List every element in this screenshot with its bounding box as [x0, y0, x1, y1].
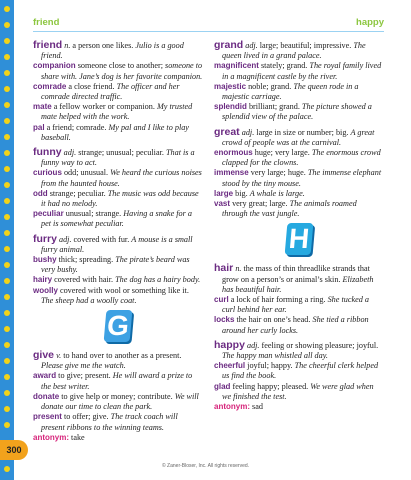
definition: a person one likes. [72, 41, 134, 50]
entry-great [214, 127, 384, 220]
synonym-word: mate [33, 102, 52, 112]
synonym-example: She tucked a curl behind her ear. [222, 295, 369, 315]
headword: hair [214, 262, 234, 275]
dot-icon [4, 86, 10, 92]
subentry [214, 315, 384, 335]
synonym-example: My trusted mate helped with the work. [41, 102, 193, 122]
synonym-definition: a close friend. [68, 81, 115, 91]
headword: funny [33, 146, 62, 159]
dot-icon [4, 134, 10, 140]
synonym-definition: brilliant; grand. [248, 102, 300, 112]
part-of-speech: adj. [245, 41, 258, 50]
synonym-word: comrade [33, 81, 67, 91]
synonym-example: The music was odd because it had no melody. [41, 188, 199, 209]
copyright-notice: © Zaner-Bloser, Inc. All rights reserved. [161, 463, 250, 469]
dot-icon [4, 54, 10, 60]
synonym-word: magnificent [214, 61, 259, 71]
entry-funny [33, 147, 203, 230]
synonym-definition: to give help or money; contribute. [61, 391, 173, 401]
synonym-example: He will award a prize to the best writer. [41, 371, 193, 391]
part-of-speech: n. [235, 264, 242, 274]
definition: the mass of thin threadlike strands that grow on a person’s or animal’s skin. [222, 264, 370, 284]
dot-icon [4, 38, 10, 44]
synonym-definition: to give; present. [58, 371, 111, 381]
synonym-example: A whale is large. [249, 188, 305, 198]
antonym-word: sad [252, 402, 263, 412]
definition: feeling or showing pleasure; joyful. [261, 340, 379, 350]
synonym-example: The immense elephant stood by the tiny mouse. [222, 168, 382, 188]
dot-icon [4, 70, 10, 76]
headword: happy [214, 338, 245, 351]
page-number: 300 [0, 440, 28, 460]
definition: covered with fur. [73, 234, 130, 244]
right-column [214, 40, 384, 416]
subentry [214, 148, 384, 168]
synonym-definition: unusual; strange. [65, 209, 122, 219]
guide-divider [33, 31, 384, 32]
synonym-word: locks [214, 315, 235, 325]
synonym-example: Having a snake for a pet is somewhat peculiar. [41, 209, 192, 229]
example: Julio is a good friend. [41, 41, 184, 61]
dot-icon [4, 102, 10, 108]
entry-happy [214, 340, 384, 412]
dot-icon [4, 214, 10, 220]
part-of-speech: adj. [63, 148, 77, 158]
subentry [33, 209, 203, 229]
synonym-example: The sheep had a woolly coat. [41, 295, 137, 305]
subentry [214, 199, 384, 219]
synonym-word: bushy [33, 255, 57, 265]
subentry [33, 412, 203, 432]
synonym-example: The queen rode in a majestic carriage. [222, 81, 359, 102]
guide-word-left: friend [33, 17, 60, 28]
dot-icon [4, 294, 10, 300]
dot-icon [4, 358, 10, 364]
synonym-example: We heard the curious noises from the haunted house. [41, 168, 202, 188]
letter-g-badge: G [104, 310, 133, 342]
synonym-definition: a fellow worker or companion. [53, 102, 155, 112]
headword: great [214, 125, 240, 138]
synonym-example: The picture showed a splendid view of the palace. [222, 102, 372, 122]
synonym-word: curl [214, 295, 229, 305]
synonym-definition: big. [235, 188, 248, 198]
entry-furry [33, 234, 203, 306]
synonym-definition: very great; large. [232, 199, 288, 209]
subentry [214, 61, 384, 81]
headword: friend [33, 39, 63, 51]
synonym-definition: odd; unusual. [63, 168, 109, 178]
synonym-word: vast [214, 199, 231, 209]
synonym-word: companion [33, 61, 76, 71]
synonym-word: enormous [214, 148, 253, 158]
synonym-definition: feeling happy; pleased. [232, 381, 309, 391]
synonym-definition: covered with wool or something like it. [59, 285, 189, 295]
definition: strange; unusual; peculiar. [78, 148, 164, 158]
dot-icon [4, 150, 10, 156]
definition: large in size or number; big. [256, 127, 349, 137]
dot-icon [4, 406, 10, 412]
subentry [33, 275, 203, 285]
synonym-definition: noble; grand. [248, 81, 292, 91]
synonym-word: woolly [33, 285, 58, 295]
subentry [214, 189, 384, 199]
example: The happy man whistled all day. [222, 351, 328, 361]
synonym-word: award [33, 371, 57, 381]
entry-friend [33, 40, 203, 143]
dot-icon [4, 182, 10, 188]
synonym-example: The royal family lived in a magnificent castle by the river. [222, 61, 382, 81]
dot-icon [4, 390, 10, 396]
synonym-definition: thick; spreading. [58, 255, 114, 265]
synonym-definition: huge; very large. [254, 148, 310, 158]
synonym-word: odd [33, 188, 48, 198]
dot-icon [4, 166, 10, 172]
guide-words [33, 17, 384, 29]
synonym-word: immense [214, 168, 249, 178]
subentry [33, 102, 203, 122]
subentry [33, 189, 203, 209]
headword: grand [214, 39, 244, 51]
antonym-label: antonym: [33, 432, 69, 442]
subentry [214, 361, 384, 381]
synonym-example: My pal and I like to play baseball. [41, 122, 189, 142]
part-of-speech: adj. [246, 340, 260, 350]
synonym-word: donate [33, 391, 60, 401]
antonym-line [214, 402, 384, 412]
synonym-definition: strange; peculiar. [49, 188, 106, 198]
synonym-example: The enormous crowd clapped for the clowns. [222, 148, 381, 168]
dot-icon [4, 326, 10, 332]
example: The queen lived in a grand palace. [222, 41, 366, 61]
synonym-example: The animals roamed through the vast jungle. [222, 199, 357, 219]
dot-icon [4, 374, 10, 380]
example: Elizabeth has beautiful hair. [222, 274, 374, 294]
definition: to hand over to another as a present. [63, 351, 182, 361]
synonym-example: She tied a ribbon around her curly locks. [222, 315, 369, 335]
subentry [33, 123, 203, 143]
headword: furry [33, 232, 57, 245]
synonym-word: peculiar [33, 209, 64, 219]
synonym-definition: covered with hair. [54, 275, 114, 285]
guide-word-right: happy [356, 17, 384, 28]
dot-icon [4, 246, 10, 252]
dot-icon [4, 118, 10, 124]
synonym-word: hairy [33, 275, 53, 285]
synonym-example: The officer and her comrade directed traffic. [41, 81, 180, 102]
synonym-word: cheerful [214, 361, 246, 371]
subentry [214, 168, 384, 188]
dot-icon [4, 22, 10, 28]
dot-icon [4, 310, 10, 316]
example: A great crowd of people was at the carnival. [222, 127, 375, 147]
synonym-definition: the hair on one’s head. [236, 315, 311, 325]
subentry [214, 82, 384, 102]
synonym-example: someone to share with. Jane’s dog is her favorite companion. [41, 61, 203, 81]
subentry [214, 295, 384, 315]
subentry [33, 286, 203, 306]
headword: give [33, 349, 55, 362]
dot-icon [4, 262, 10, 268]
synonym-word: present [33, 412, 62, 422]
synonym-example: We were glad when we finished the test. [222, 381, 374, 401]
part-of-speech: adj. [58, 234, 72, 244]
synonym-definition: very large; huge. [250, 168, 306, 178]
subentry [33, 392, 203, 412]
synonym-definition: a lock of hair forming a ring. [230, 295, 326, 305]
left-column [33, 40, 203, 447]
subentry [33, 168, 203, 188]
example: Please give me the watch. [41, 361, 126, 371]
synonym-example: The cheerful clerk helped us find the book. [222, 361, 379, 381]
subentry [33, 82, 203, 102]
antonym-line [33, 433, 203, 443]
part-of-speech: n. [64, 41, 71, 50]
decorative-side-strip [0, 0, 14, 480]
dot-icon [4, 198, 10, 204]
synonym-definition: someone close to another; [77, 61, 163, 71]
part-of-speech: v. [56, 351, 62, 361]
dot-icon [4, 422, 10, 428]
synonym-word: splendid [214, 102, 247, 112]
antonym-label: antonym: [214, 402, 250, 412]
entry-grand [214, 40, 384, 123]
subentry [33, 371, 203, 391]
dot-icon [4, 6, 10, 12]
synonym-word: curious [33, 168, 62, 178]
synonym-example: We will donate our time to clean the park. [41, 391, 199, 412]
synonym-definition: joyful; happy. [247, 361, 293, 371]
dot-icon [4, 342, 10, 348]
dot-icon [4, 278, 10, 284]
synonym-definition: a friend; comrade. [46, 122, 107, 132]
dot-icon [4, 230, 10, 236]
synonym-word: glad [214, 381, 231, 391]
subentry [33, 61, 203, 81]
synonym-example: The track coach will present ribbons to the winning teams. [41, 412, 178, 432]
entry-hair [214, 263, 384, 335]
synonym-word: majestic [214, 81, 247, 91]
example: A mouse is a small furry animal. [41, 234, 193, 254]
antonym-word: take [71, 432, 85, 442]
synonym-example: The dog has a hairy body. [115, 275, 201, 285]
subentry [214, 382, 384, 402]
synonym-definition: stately; grand. [260, 61, 308, 71]
synonym-definition: to offer; give. [63, 412, 109, 422]
definition: large; beautiful; impressive. [259, 41, 352, 50]
entry-give [33, 350, 203, 443]
synonym-example: The pirate’s beard was very bushy. [41, 255, 190, 275]
letter-h-badge: H [285, 223, 314, 255]
example: That is a funny way to act. [41, 148, 195, 168]
synonym-word: pal [33, 122, 45, 132]
subentry [33, 255, 203, 275]
part-of-speech: adj. [241, 127, 255, 137]
synonym-word: large [214, 188, 234, 198]
subentry [214, 102, 384, 122]
